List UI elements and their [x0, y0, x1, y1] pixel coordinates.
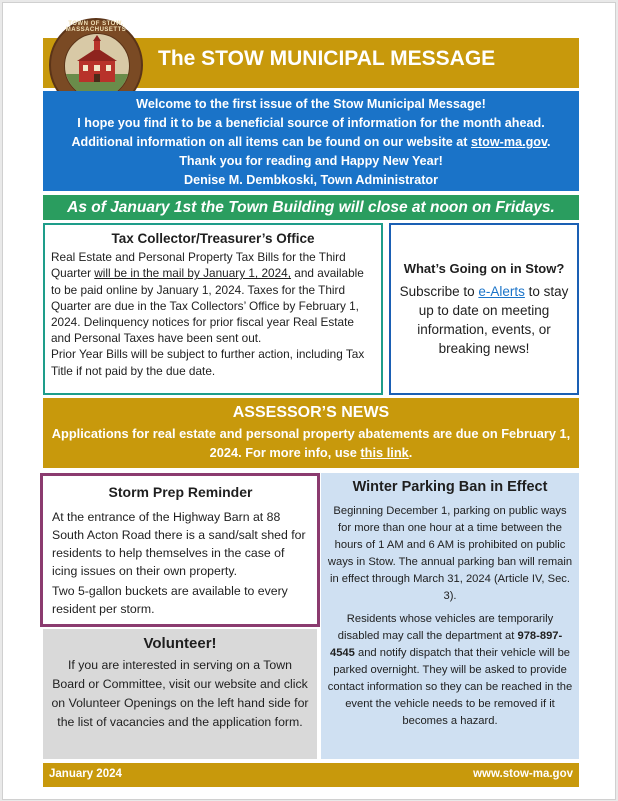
- volunteer-body: If you are interested in serving on a Town Board or Committee, visit our website and click on Volunteer Openings on the left hand side for the list of vacancies and the application form.: [51, 658, 309, 729]
- tax-text: Real Estate and Personal Property Tax Bills for the Third Quarter: [51, 250, 346, 281]
- going-on-text: to stay up to date on meeting information, events, or breaking news!: [417, 284, 569, 356]
- footer-date: January 2024: [49, 768, 122, 780]
- storm-paragraph: Two 5-gallon buckets are available to every resident per storm.: [52, 584, 288, 616]
- welcome-line-text: Additional information on all items can be found on our website at: [71, 135, 471, 149]
- welcome-line: [43, 133, 579, 152]
- winter-paragraph: [321, 611, 579, 730]
- storm-paragraph: At the entrance of the Highway Barn at 88 South Acton Road there is a sand/salt shed for residents to help themselves in the case of icing issues on their own property.: [52, 510, 306, 578]
- winter-text: and notify dispatch that their vehicle will be parked overnight. They will be asked to provide contact information so they can be reached in the event the vehicle needs to be removed if it becomes a hazard.: [327, 647, 573, 727]
- assessor-text: Applications for real estate and personal property abatements are due on February 1, 2024. For more info, use: [51, 426, 571, 460]
- tax-text: and available to be paid online by January 1, 2024. Taxes for the Third Quarter are due in the Tax Collectors’ Office by February 1, 2024. Delinquency notices for prior fiscal year Real Estate and Personal Taxes have been sent out.: [51, 266, 364, 346]
- tax-mail-date-text: will be in the mail by January 1, 2024,: [94, 266, 292, 281]
- storm-title: Storm Prep Reminder: [108, 484, 253, 500]
- closing-notice: As of January 1st the Town Building will close at noon on Fridays.: [43, 195, 579, 220]
- police-phone-number: 978-897-4545: [329, 630, 563, 659]
- abatement-info-link[interactable]: this link: [360, 445, 409, 460]
- welcome-line: I hope you find it to be a beneficial source of information for the month ahead.: [77, 116, 545, 130]
- footer-website: www.stow-ma.gov: [473, 768, 573, 780]
- volunteer-title: Volunteer!: [143, 635, 217, 652]
- assessor-text: .: [408, 445, 413, 460]
- tax-paragraph: [51, 249, 375, 346]
- assessor-news-section: [43, 398, 579, 468]
- newsletter-title: The STOW MUNICIPAL MESSAGE: [158, 47, 496, 70]
- welcome-signature: Denise M. Dembkoski, Town Administrator: [183, 173, 438, 187]
- seal-text-top: TOWN OF STOW, MASSACHUSETTS: [65, 21, 127, 33]
- tax-collector-section: [43, 223, 383, 395]
- welcome-message: [43, 91, 579, 191]
- seal-building-image: [64, 33, 130, 99]
- welcome-line-text: .: [547, 135, 551, 149]
- welcome-line: Welcome to the first issue of the Stow Municipal Message!: [136, 97, 486, 111]
- assessor-title: ASSESSOR’S NEWS: [232, 404, 390, 421]
- assessor-body: [43, 422, 579, 462]
- e-alerts-link[interactable]: e-Alerts: [478, 284, 525, 299]
- going-on-title: What’s Going on in Stow?: [403, 261, 565, 276]
- winter-title: Winter Parking Ban in Effect: [352, 479, 548, 495]
- footer-band: [43, 763, 579, 787]
- winter-paragraph: Beginning December 1, parking on public ways for more than one hour at a time between the hours of 1 AM and 6 AM is prohibited on public ways in Stow. The annual parking ban will remain in effect through March 31, 2024 (Article IV, Sec. 3).: [327, 505, 573, 602]
- tax-paragraph: Prior Year Bills will be subject to further action, including Tax Title if not paid by the due date.: [51, 347, 365, 378]
- website-link[interactable]: stow-ma.gov: [470, 135, 548, 149]
- winter-parking-section: [321, 473, 579, 759]
- winter-text: Residents whose vehicles are temporarily disabled may call the department at: [337, 613, 554, 642]
- going-on-body: [391, 282, 577, 358]
- storm-prep-section: [40, 473, 320, 627]
- going-on-text: Subscribe to: [399, 284, 479, 299]
- tax-section-title: Tax Collector/Treasurer’s Office: [111, 231, 315, 246]
- volunteer-section: [43, 629, 317, 759]
- welcome-line: Thank you for reading and Happy New Year!: [179, 154, 443, 168]
- whats-going-on-section: [389, 223, 579, 395]
- newsletter-page: [2, 2, 616, 800]
